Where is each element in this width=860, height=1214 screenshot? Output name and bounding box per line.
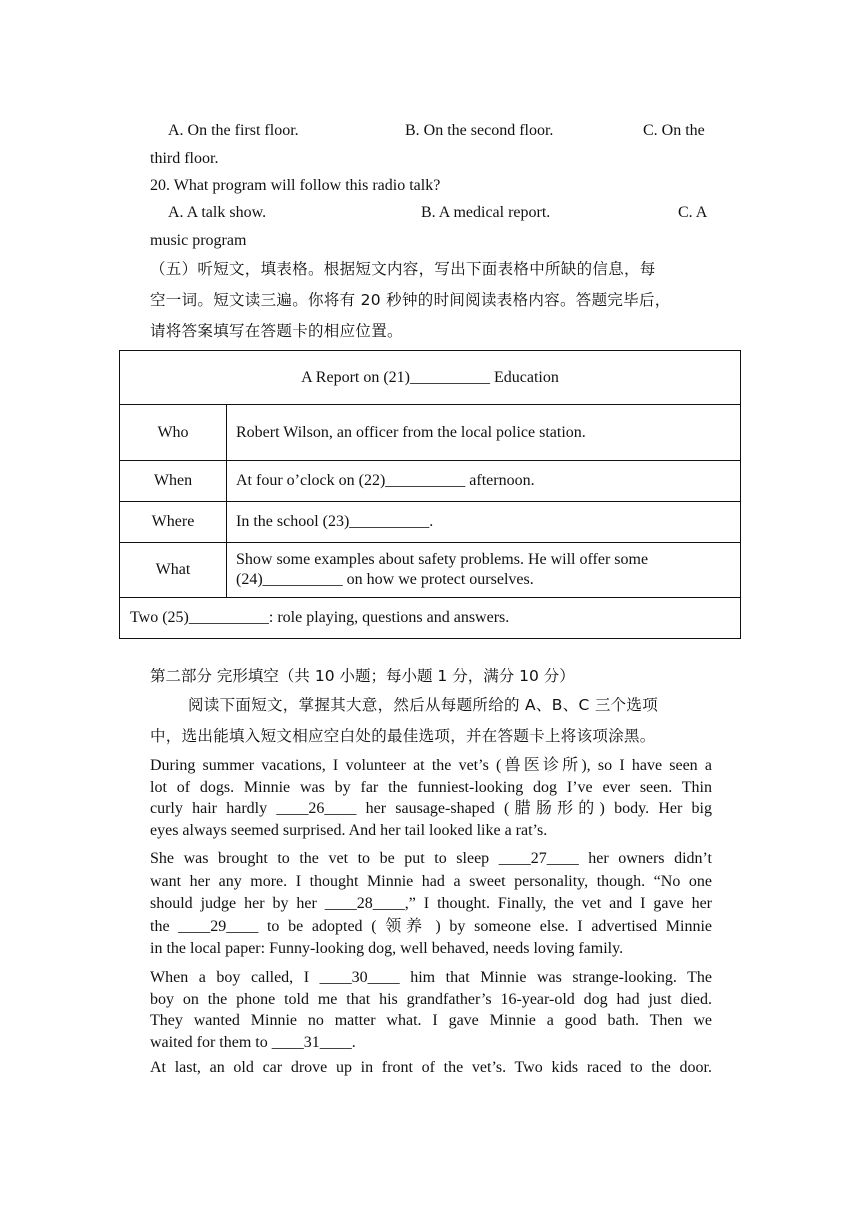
table-row bbox=[120, 405, 741, 461]
table-row bbox=[120, 543, 741, 598]
report-table bbox=[119, 350, 741, 639]
row-value-line: (24)__________ on how we protect ourselves. bbox=[236, 571, 534, 588]
passage-line: At last, an old car drove up in front of the vet’s. Two kids raced to the door. bbox=[150, 1059, 712, 1076]
row-value: At four o’clock on (22)__________ afternoon. bbox=[227, 461, 741, 502]
q19-option-c: C. On the bbox=[643, 122, 705, 139]
part5-instruction-line: 空一词。短文读三遍。你将有 20 秒钟的时间阅读表格内容。答题完毕后， bbox=[150, 291, 671, 309]
passage-line: When a boy called, I ____30____ him that Minnie was strange-looking. The bbox=[150, 969, 712, 986]
part5-instruction-line: （五）听短文，填表格。根据短文内容，写出下面表格中所缺的信息，每 bbox=[150, 260, 656, 278]
passage-paragraph bbox=[150, 967, 712, 1053]
passage-line: eyes always seemed surprised. And her tail looked like a rat’s. bbox=[150, 821, 548, 839]
part2-title: 第二部分 完形填空（共 10 小题；每小题 1 分，满分 10 分） bbox=[150, 667, 575, 685]
passage-line: want her any more. I thought Minnie had a sweet personality, though. “No one bbox=[150, 872, 712, 890]
table-title: A Report on (21)__________ Education bbox=[120, 351, 741, 405]
table-row bbox=[120, 461, 741, 502]
passage-line: curly hair hardly ____26____ her sausage-shaped (腊肠形的) body. Her big bbox=[150, 800, 712, 817]
row-value: In the school (23)__________. bbox=[227, 502, 741, 543]
q20-option-a: A. A talk show. bbox=[168, 204, 267, 221]
part2-instruction-line: 阅读下面短文，掌握其大意，然后从每题所给的 A、B、C 三个选项 bbox=[188, 696, 659, 714]
row-label: Who bbox=[120, 405, 227, 461]
q20-question: 20. What program will follow this radio talk? bbox=[150, 177, 441, 194]
row-label: When bbox=[120, 461, 227, 502]
passage-line: During summer vacations, I volunteer at the vet’s (兽医诊所), so I have seen a bbox=[150, 757, 712, 774]
passage-line: in the local paper: Funny-looking dog, well behaved, needs loving family. bbox=[150, 940, 624, 957]
passage-line: lot of dogs. Minnie was by far the funniest-looking dog I’ve ever seen. Thin bbox=[150, 778, 712, 796]
passage-line: They wanted Minnie no matter what. I gave Minnie a good bath. Then we bbox=[150, 1012, 712, 1029]
q19-option-a: A. On the first floor. bbox=[168, 122, 299, 139]
table-row bbox=[120, 502, 741, 543]
q20-option-c-continued: music program bbox=[150, 232, 247, 249]
q19-option-c-continued: third floor. bbox=[150, 150, 219, 167]
row-value-line: Show some examples about safety problems. He will offer some bbox=[236, 551, 649, 568]
row-value: Robert Wilson, an officer from the local police station. bbox=[227, 405, 741, 461]
passage-paragraph bbox=[150, 755, 712, 841]
part2-instruction-line: 中，选出能填入短文相应空白处的最佳选项，并在答题卡上将该项涂黑。 bbox=[150, 727, 656, 745]
passage-line: waited for them to ____31____. bbox=[150, 1033, 356, 1051]
passage-line: should judge her by her ____28____,” I thought. Finally, the vet and I gave her bbox=[150, 895, 712, 912]
row-label: Where bbox=[120, 502, 227, 543]
row-label: What bbox=[120, 543, 227, 598]
passage-paragraph bbox=[150, 848, 712, 961]
q19-option-b: B. On the second floor. bbox=[405, 122, 554, 139]
table-footer: Two (25)__________: role playing, questions and answers. bbox=[120, 598, 741, 639]
row-value bbox=[227, 543, 741, 598]
q20-option-c: C. A bbox=[678, 204, 708, 221]
passage-line: She was brought to the vet to be put to sleep ____27____ her owners didn’t bbox=[150, 850, 712, 867]
part5-instruction-line: 请将答案填写在答题卡的相应位置。 bbox=[150, 322, 403, 340]
passage-paragraph bbox=[150, 1057, 712, 1079]
passage-line: the ____29____ to be adopted ( 领养 ) by someone else. I advertised Minnie bbox=[150, 917, 712, 935]
passage-line: boy on the phone told me that his grandfather’s 16-year-old dog had just died. bbox=[150, 990, 712, 1008]
q20-option-b: B. A medical report. bbox=[421, 204, 551, 221]
